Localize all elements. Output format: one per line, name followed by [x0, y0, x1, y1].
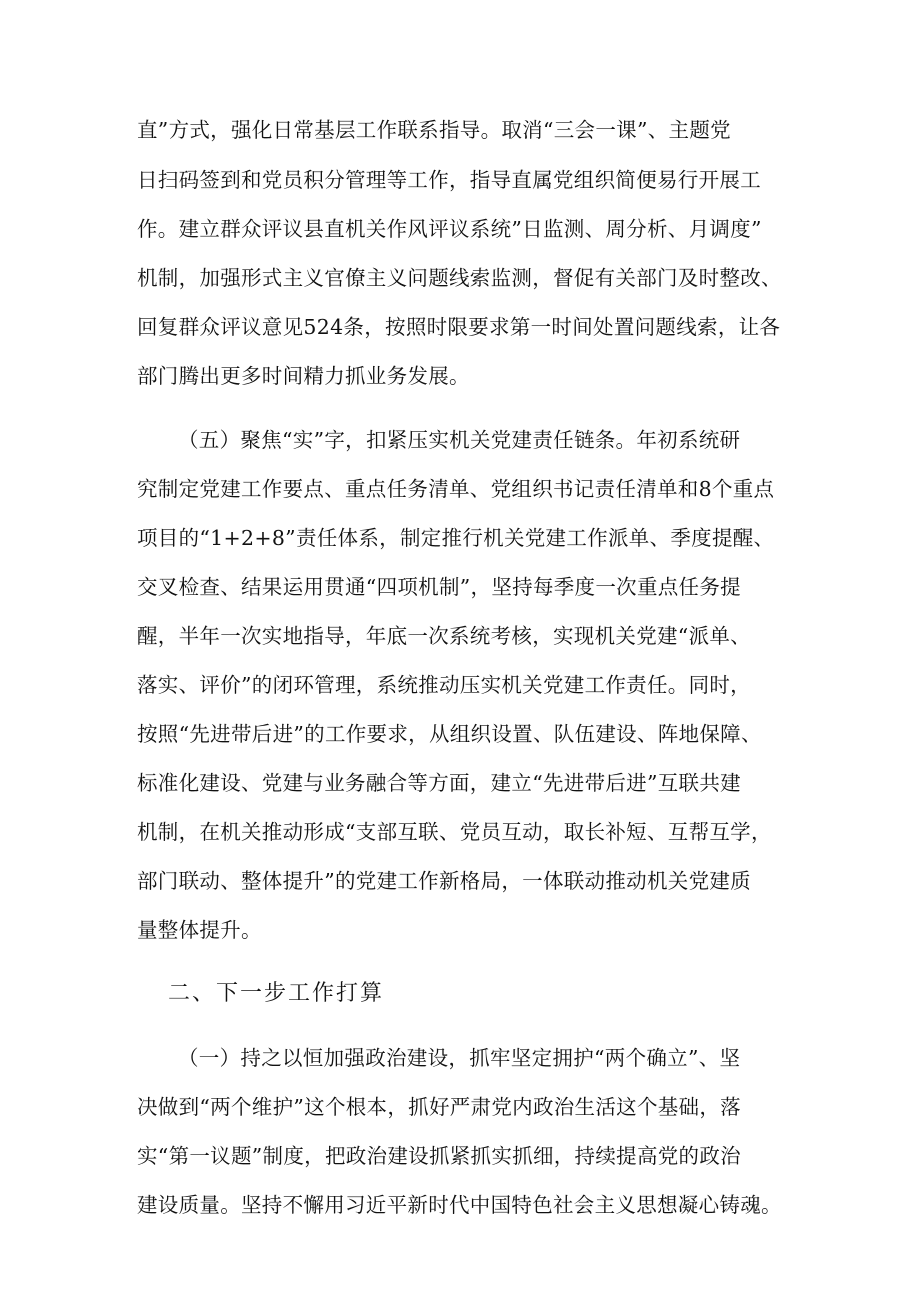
paragraph-2-line-6: 落实、评价”的闭环管理，系统推动压实机关党建工作责任。同时，: [137, 673, 751, 697]
paragraph-3-line-4: 建设质量。坚持不懈用习近平新时代中国特色社会主义思想凝心铸魂。: [137, 1193, 782, 1217]
paragraph-3-line-1: （一）持之以恒加强政治建设，抓牢坚定拥护“两个确立”、坚: [178, 1046, 741, 1070]
paragraph-3-line-3: 实“第一议题”制度，把政治建设抓紧抓实抓细，持续提高党的政治: [137, 1144, 741, 1168]
paragraph-1-line-6: 部门腾出更多时间精力抓业务发展。: [137, 364, 470, 388]
paragraph-2-line-4: 交叉检查、结果运用贯通“四项机制”，坚持每季度一次重点任务提: [137, 575, 741, 599]
paragraph-2-line-10: 部门联动、整体提升”的党建工作新格局，一体联动推动机关党建质: [137, 869, 751, 893]
paragraph-2-line-2: 究制定党建工作要点、重点任务清单、党组织书记责任清单和8个重点: [137, 477, 775, 501]
paragraph-1-line-1: 直”方式，强化日常基层工作联系指导。取消“三会一课”、主题党: [137, 118, 731, 142]
paragraph-1-line-2: 日扫码签到和党员积分管理等工作，指导直属党组织简便易行开展工: [137, 168, 761, 192]
paragraph-2-line-7: 按照“先进带后进”的工作要求，从组织设置、队伍建设、阵地保障、: [137, 722, 762, 746]
paragraph-3-line-2: 决做到“两个维护”这个根本，抓好严肃党内政治生活这个基础，落: [137, 1095, 741, 1119]
paragraph-1-line-3: 作。建立群众评议县直机关作风评议系统”日监测、周分析、月调度”: [137, 217, 762, 241]
paragraph-2-line-11: 量整体提升。: [137, 918, 262, 942]
paragraph-1-line-4: 机制，加强形式主义官僚主义问题线索监测，督促有关部门及时整改、: [137, 266, 782, 290]
paragraph-2-line-8: 标准化建设、党建与业务融合等方面，建立“先进带后进”互联共建: [137, 771, 741, 795]
paragraph-1-line-5: 回复群众评议意见524条，按照时限要求第一时间处置问题线索，让各: [137, 315, 781, 339]
section-heading: 二、下一步工作打算: [168, 981, 385, 1006]
paragraph-2-line-3: 项目的“1+2+8”责任体系，制定推行机关党建工作派单、季度提醒、: [137, 526, 775, 550]
paragraph-2-line-5: 醒，半年一次实地指导，年底一次系统考核，实现机关党建“派单、: [137, 624, 751, 648]
paragraph-2-line-9: 机制，在机关推动形成“支部互联、党员互动，取长补短、互帮互学，: [137, 820, 772, 844]
paragraph-2-line-1: （五）聚焦“实”字，扣紧压实机关党建责任链条。年初系统研: [178, 428, 741, 452]
